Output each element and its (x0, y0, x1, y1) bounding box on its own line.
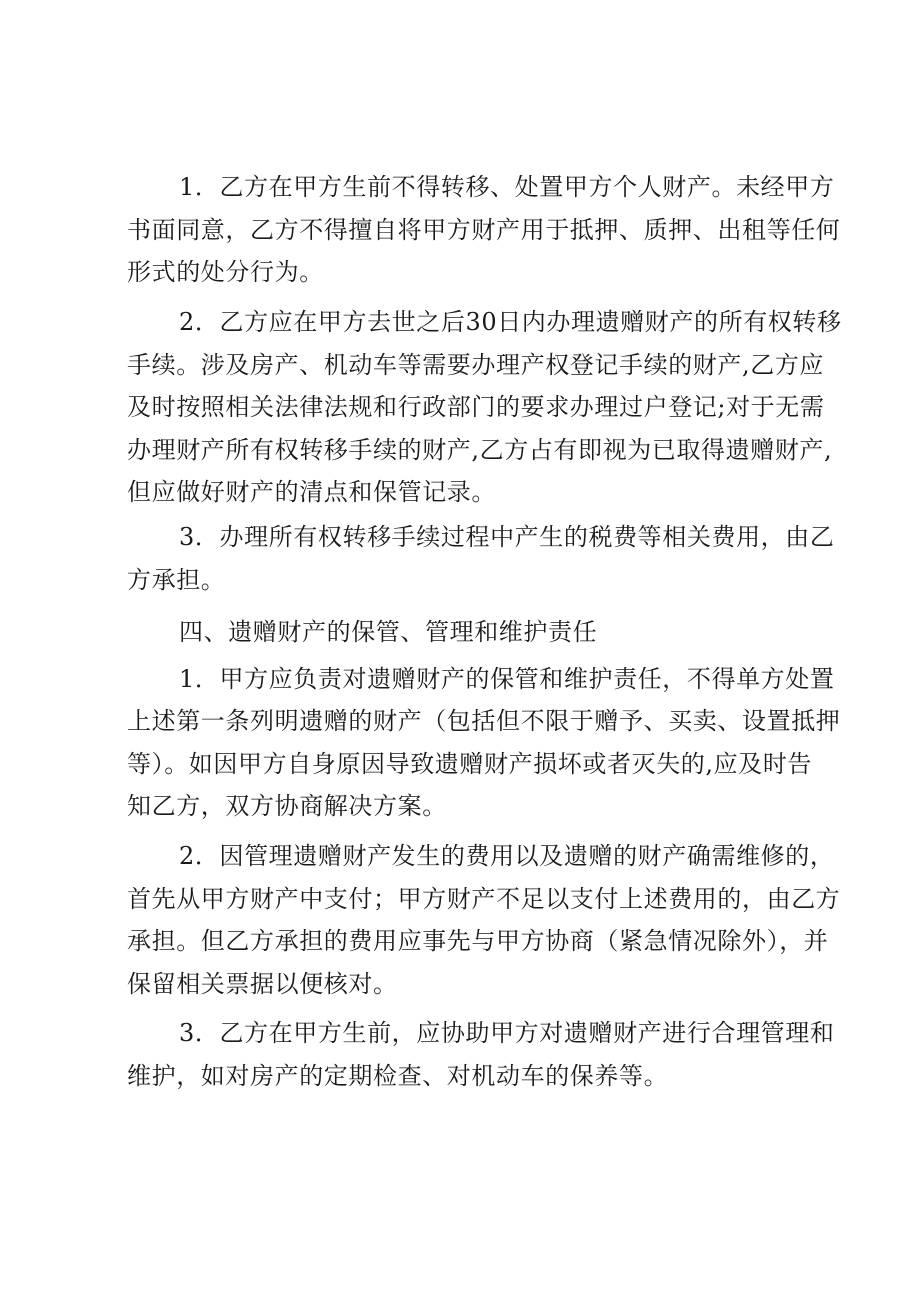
text-line: 手续。涉及房产、机动车等需要办理产权登记手续的财产,乙方应 (127, 351, 825, 379)
text-line: 1．乙方在甲方生前不得转移、处置甲方个人财产。未经甲方 (179, 173, 835, 201)
text-line: 1．甲方应负责对遗赠财产的保管和维护责任，不得单方处置 (179, 665, 835, 693)
text-line: 上述第一条列明遗赠的财产（包括但不限于赠予、买卖、设置抵押 (127, 707, 841, 735)
text-line: 及时按照相关法律法规和行政部门的要求办理过户登记;对于无需 (127, 393, 825, 421)
text-line: 等）。如因甲方自身原因导致遗赠财产损坏或者灭失的,应及时告 (127, 750, 813, 778)
text-line: 但应做好财产的清点和保管记录。 (127, 478, 496, 506)
text-line: 维护，如对房产的定期检查、对机动车的保养等。 (127, 1062, 669, 1090)
text-line: 2．因管理遗赠财产发生的费用以及遗赠的财产确需维修的， (179, 842, 835, 870)
section-title: 四、遗赠财产的保管、管理和维护责任 (179, 618, 598, 646)
text-line: 3．乙方在甲方生前，应协助甲方对遗赠财产进行合理管理和 (179, 1019, 835, 1047)
text-line: 3．办理所有权转移手续过程中产生的税费等相关费用，由乙 (179, 523, 835, 551)
text-line: 首先从甲方财产中支付；甲方财产不足以支付上述费用的，由乙方 (127, 885, 841, 913)
text-line: 知乙方，双方协商解决方案。 (127, 792, 447, 820)
text-line: 承担。但乙方承担的费用应事先与甲方协商（紧急情况除外），并 (127, 927, 829, 955)
text-line: 方承担。 (127, 566, 226, 594)
text-line: 保留相关票据以便核对。 (127, 970, 398, 998)
text-line: 2．乙方应在甲方去世之后30日内办理遗赠财产的所有权转移 (179, 308, 842, 336)
text-line: 形式的处分行为。 (127, 258, 324, 286)
text-line: 书面同意，乙方不得擅自将甲方财产用于抵押、质押、出租等任何 (127, 216, 841, 244)
text-line: 办理财产所有权转移手续的财产,乙方占有即视为已取得遗赠财产, (127, 436, 833, 464)
